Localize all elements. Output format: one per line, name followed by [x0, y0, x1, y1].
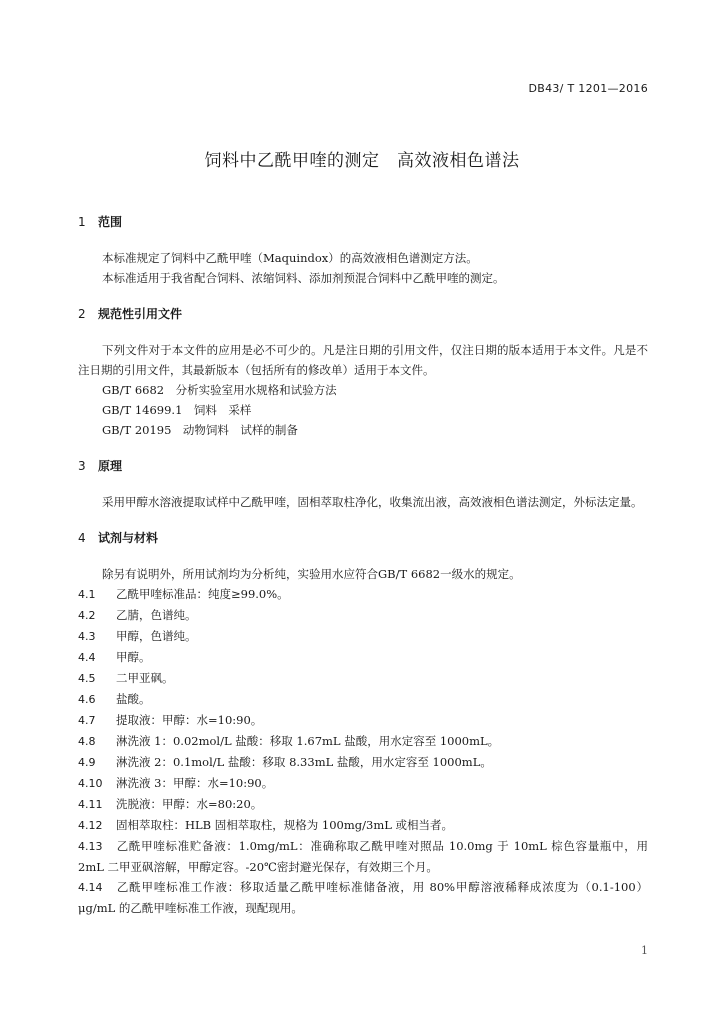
section-title: 范围: [98, 215, 123, 229]
item-text: 乙腈，色谱纯。: [116, 608, 197, 622]
item-number: 4.1: [78, 588, 96, 601]
section-number: 3: [78, 459, 86, 473]
item-text: 提取液：甲醇：水=10:90。: [116, 713, 263, 727]
page-number: 1: [641, 944, 648, 957]
item-text: 甲醇。: [116, 650, 151, 664]
list-item: [78, 647, 648, 668]
item-number: 4.9: [78, 756, 96, 769]
item-text: 甲醇，色谱纯。: [116, 629, 197, 643]
section-4-heading: [78, 528, 648, 548]
standard-number: DB43/ T 1201—2016: [528, 82, 648, 95]
item-number: 4.7: [78, 714, 96, 727]
item-number: 4.12: [78, 819, 103, 832]
item-text: 乙酰甲喹标准工作液：移取适量乙酰甲喹标准储备液，用 80%甲醇溶液稀释成浓度为（0.1-100）μg/mL 的乙酰甲喹标准工作液，现配现用。: [78, 880, 648, 915]
item-text: 淋洗液 3：甲醇：水=10:90。: [116, 776, 274, 790]
section-3-heading: [78, 456, 648, 476]
reference-item: GB/T 6682 分析实验室用水规格和试验方法: [102, 383, 337, 397]
list-item: [78, 689, 648, 710]
section-number: 1: [78, 215, 86, 229]
item-number: 4.11: [78, 798, 103, 811]
paragraph: 本标准适用于我省配合饲料、浓缩饲料、添加剂预混合饲料中乙酰甲喹的测定。: [102, 271, 505, 285]
list-item: [78, 773, 648, 794]
list-item: [78, 794, 648, 815]
list-item: [78, 668, 648, 689]
list-item: [78, 815, 648, 836]
document-body: [78, 212, 648, 918]
item-number: 4.8: [78, 735, 96, 748]
list-item: [78, 836, 648, 877]
document-title: 饲料中乙酰甲喹的测定 高效液相色谱法: [204, 151, 520, 171]
item-number: 4.3: [78, 630, 96, 643]
list-item: [78, 584, 648, 605]
section-title: 规范性引用文件: [98, 307, 183, 321]
list-item: [78, 731, 648, 752]
list-item: [78, 626, 648, 647]
item-text: 盐酸。: [116, 692, 151, 706]
section-title: 原理: [98, 459, 123, 473]
item-number: 4.5: [78, 672, 96, 685]
item-number: 4.10: [78, 777, 103, 790]
section-number: 4: [78, 531, 86, 545]
item-number: 4.13: [78, 840, 103, 853]
item-text: 淋洗液 2：0.1mol/L 盐酸：移取 8.33mL 盐酸，用水定容至 1000mL。: [116, 755, 492, 769]
item-number: 4.14: [78, 881, 103, 894]
item-text: 固相萃取柱：HLB 固相萃取柱，规格为 100mg/3mL 或相当者。: [116, 818, 454, 832]
item-text: 二甲亚砜。: [116, 671, 174, 685]
section-title: 试剂与材料: [98, 531, 159, 545]
paragraph: 除另有说明外，所用试剂均为分析纯，实验用水应符合GB/T 6682一级水的规定。: [102, 567, 521, 581]
section-2-heading: [78, 304, 648, 324]
item-text: 乙酰甲喹标准品：纯度≥99.0%。: [116, 587, 289, 601]
section-1-heading: [78, 212, 648, 232]
paragraph: 下列文件对于本文件的应用是必不可少的。凡是注日期的引用文件，仅注日期的版本适用于本文件。凡是不注日期的引用文件，其最新版本（包括所有的修改单）适用于本文件。: [78, 343, 648, 377]
section-number: 2: [78, 307, 86, 321]
list-item: [78, 710, 648, 731]
paragraph: 本标准规定了饲料中乙酰甲喹（Maquindox）的高效液相色谱测定方法。: [102, 251, 478, 265]
reference-item: GB/T 20195 动物饲料 试样的制备: [102, 423, 298, 437]
item-number: 4.4: [78, 651, 96, 664]
item-number: 4.2: [78, 609, 96, 622]
list-item: [78, 877, 648, 918]
reference-item: GB/T 14699.1 饲料 采样: [102, 403, 252, 417]
item-number: 4.6: [78, 693, 96, 706]
item-text: 乙酰甲喹标准贮备液：1.0mg/mL：准确称取乙酰甲喹对照品 10.0mg 于 10mL 棕色容量瓶中，用 2mL 二甲亚砜溶解，甲醇定容。-20℃密封避光保存，有效期三个月。: [78, 839, 648, 874]
paragraph: 采用甲醇水溶液提取试样中乙酰甲喹，固相萃取柱净化，收集流出液，高效液相色谱法测定，外标法定量。: [102, 495, 643, 509]
list-item: [78, 752, 648, 773]
item-text: 洗脱液：甲醇：水=80:20。: [116, 797, 263, 811]
item-text: 淋洗液 1：0.02mol/L 盐酸：移取 1.67mL 盐酸，用水定容至 1000mL。: [116, 734, 500, 748]
list-item: [78, 605, 648, 626]
